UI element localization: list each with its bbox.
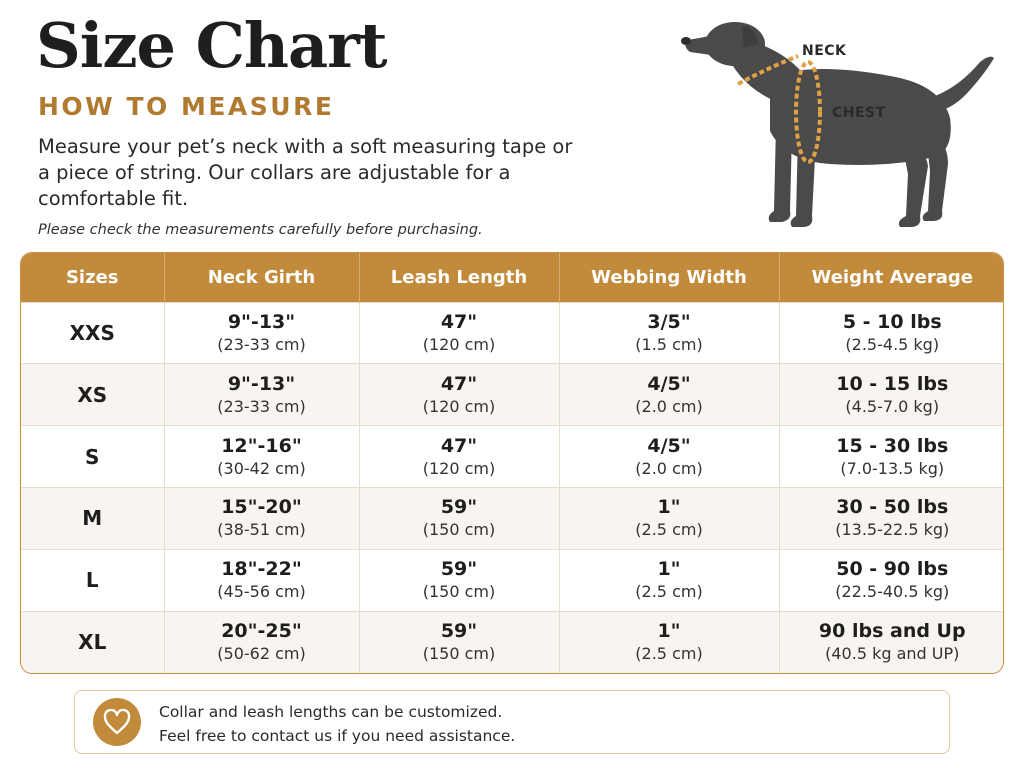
weight-lbs: 30 - 50 lbs <box>836 496 949 519</box>
neck-inches: 9"-13" <box>227 372 296 395</box>
webbing-cell <box>559 426 779 488</box>
size-cell: M <box>21 487 164 549</box>
leash-inches: 47" <box>440 372 478 395</box>
weight-cell <box>779 611 1004 673</box>
leash-cell <box>359 611 559 673</box>
neck-cm: (30-42 cm) <box>217 458 306 478</box>
weight-cell <box>779 549 1004 611</box>
webbing-inches: 1" <box>657 620 681 643</box>
leash-cell <box>359 487 559 549</box>
webbing-cell <box>559 487 779 549</box>
table-row <box>21 549 1004 611</box>
neck-inches: 9"-13" <box>227 310 296 333</box>
weight-cell <box>779 302 1004 364</box>
neck-cell <box>164 364 359 426</box>
weight-kg: (40.5 kg and UP) <box>825 644 960 664</box>
table-row <box>21 302 1004 364</box>
webbing-cm: (2.5 cm) <box>635 644 703 664</box>
table-row <box>21 487 1004 549</box>
neck-cm: (50-62 cm) <box>217 644 306 664</box>
weight-lbs: 15 - 30 lbs <box>836 434 949 457</box>
leash-inches: 59" <box>440 620 478 643</box>
size-cell: S <box>21 426 164 488</box>
neck-cell <box>164 611 359 673</box>
column-header-sizes: Sizes <box>21 253 164 302</box>
neck-cell <box>164 302 359 364</box>
footer-line-2: Feel free to contact us if you need assistance. <box>159 727 516 745</box>
webbing-cm: (2.0 cm) <box>635 458 703 478</box>
neck-cell <box>164 487 359 549</box>
customization-note <box>74 690 950 754</box>
neck-inches: 15"-20" <box>221 496 302 519</box>
weight-kg: (4.5-7.0 kg) <box>845 396 940 416</box>
neck-inches: 20"-25" <box>221 620 302 643</box>
table-row <box>21 611 1004 673</box>
leash-cm: (120 cm) <box>422 396 496 416</box>
column-header-neck-girth: Neck Girth <box>164 253 359 302</box>
webbing-cell <box>559 549 779 611</box>
webbing-inches: 4/5" <box>647 372 691 395</box>
chest-label: CHEST <box>832 105 886 121</box>
webbing-cell <box>559 611 779 673</box>
neck-inches: 18"-22" <box>221 558 302 581</box>
weight-kg: (13.5-22.5 kg) <box>835 520 950 540</box>
column-header-leash-length: Leash Length <box>359 253 559 302</box>
table-row <box>21 364 1004 426</box>
neck-cm: (23-33 cm) <box>217 396 306 416</box>
leash-cm: (150 cm) <box>422 644 496 664</box>
leash-cm: (150 cm) <box>422 520 496 540</box>
neck-cm: (38-51 cm) <box>217 520 306 540</box>
leash-cell <box>359 364 559 426</box>
leash-cm: (120 cm) <box>422 458 496 478</box>
weight-cell <box>779 364 1004 426</box>
size-cell: XL <box>21 611 164 673</box>
measure-description: Measure your pet’s neck with a soft measuring tape or a piece of string. Our collars are adjustable for a comfortable fit. <box>38 135 573 210</box>
leash-inches: 59" <box>440 558 478 581</box>
size-cell: XS <box>21 364 164 426</box>
webbing-cm: (1.5 cm) <box>635 334 703 354</box>
column-header-weight-average: Weight Average <box>779 253 1004 302</box>
size-cell: L <box>21 549 164 611</box>
webbing-cm: (2.5 cm) <box>635 582 703 602</box>
neck-label: NECK <box>802 43 847 59</box>
size-cell: XXS <box>21 302 164 364</box>
leash-inches: 47" <box>440 434 478 457</box>
webbing-inches: 1" <box>657 496 681 519</box>
leash-cell <box>359 549 559 611</box>
how-to-measure-heading: HOW TO MEASURE <box>38 92 335 121</box>
weight-cell <box>779 487 1004 549</box>
footer-text <box>159 700 515 748</box>
table-row <box>21 426 1004 488</box>
size-table <box>20 252 1004 674</box>
leash-cm: (120 cm) <box>422 334 496 354</box>
column-header-webbing-width: Webbing Width <box>559 253 779 302</box>
webbing-inches: 3/5" <box>647 310 691 333</box>
dog-measurement-icon <box>680 6 1000 246</box>
webbing-cell <box>559 364 779 426</box>
neck-cell <box>164 549 359 611</box>
webbing-inches: 1" <box>657 558 681 581</box>
webbing-inches: 4/5" <box>647 434 691 457</box>
weight-kg: (22.5-40.5 kg) <box>835 582 950 602</box>
weight-kg: (7.0-13.5 kg) <box>840 458 945 478</box>
weight-lbs: 50 - 90 lbs <box>836 558 949 581</box>
weight-kg: (2.5-4.5 kg) <box>845 334 940 354</box>
weight-cell <box>779 426 1004 488</box>
heart-icon <box>103 709 131 735</box>
heart-badge <box>93 698 141 746</box>
neck-cm: (45-56 cm) <box>217 582 306 602</box>
leash-cm: (150 cm) <box>422 582 496 602</box>
neck-inches: 12"-16" <box>221 434 302 457</box>
leash-inches: 47" <box>440 310 478 333</box>
weight-lbs: 10 - 15 lbs <box>836 372 949 395</box>
leash-cell <box>359 426 559 488</box>
neck-cm: (23-33 cm) <box>217 334 306 354</box>
page-title: Size Chart <box>36 9 387 82</box>
weight-lbs: 90 lbs and Up <box>818 620 966 643</box>
weight-lbs: 5 - 10 lbs <box>842 310 942 333</box>
webbing-cm: (2.0 cm) <box>635 396 703 416</box>
leash-cell <box>359 302 559 364</box>
neck-cell <box>164 426 359 488</box>
footer-line-1: Collar and leash lengths can be customized. <box>159 703 503 721</box>
table-header-row <box>21 253 1004 302</box>
webbing-cm: (2.5 cm) <box>635 520 703 540</box>
purchase-note: Please check the measurements carefully before purchasing. <box>38 222 483 238</box>
leash-inches: 59" <box>440 496 478 519</box>
webbing-cell <box>559 302 779 364</box>
